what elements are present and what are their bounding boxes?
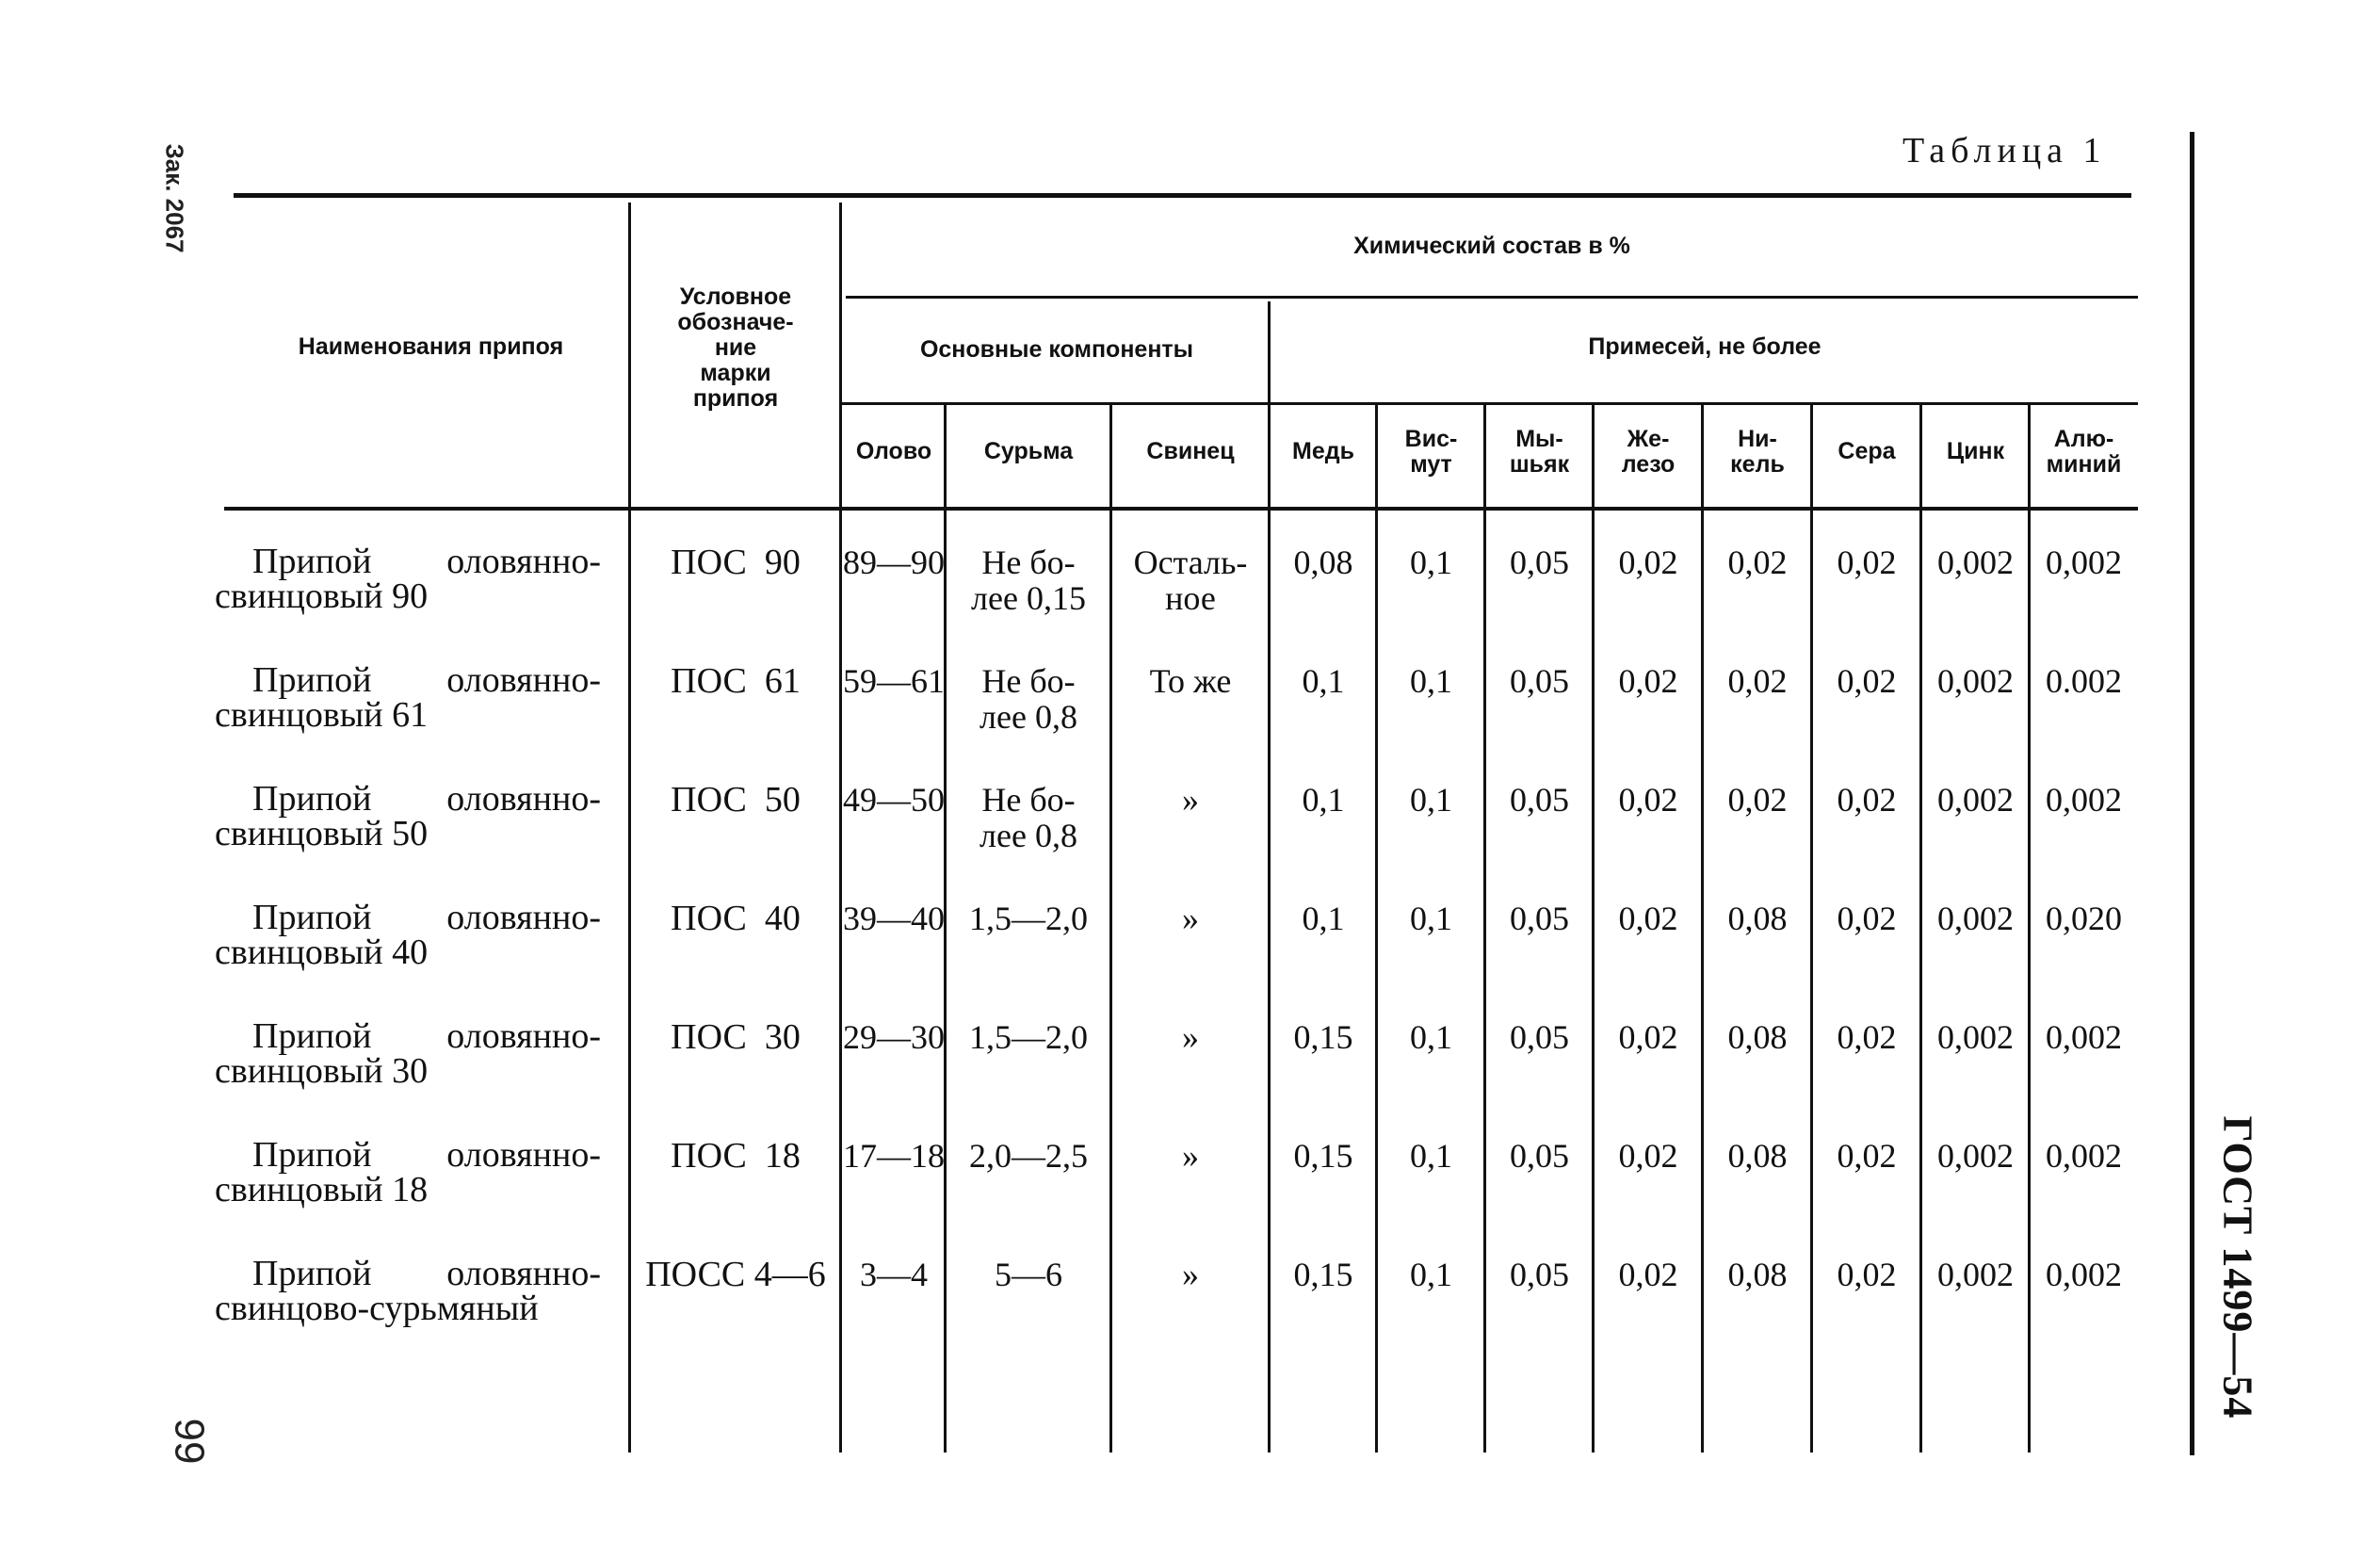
- header-main-components: Основные компоненты: [919, 336, 1194, 363]
- cell-zinc: 0,002: [1937, 900, 2014, 937]
- cell-lead: »: [1182, 1018, 1199, 1056]
- solder-name: [215, 779, 601, 853]
- cell-bismuth: 0,1: [1410, 1256, 1452, 1293]
- solder-name: [215, 1135, 601, 1209]
- solder-name-line: свинцовый 40: [215, 933, 429, 972]
- cell-tin: 29—30: [843, 1018, 945, 1056]
- header-line: Же-: [1627, 426, 1670, 452]
- header-bottom-rule: [224, 507, 2138, 511]
- cell-zinc: 0,002: [1937, 1018, 2014, 1056]
- cell-nickel: 0,08: [1727, 900, 1788, 937]
- solder-name-word: оловянно-: [446, 1135, 601, 1175]
- header-line: Ни-: [1738, 426, 1777, 452]
- cell-aluminum: 0,002: [2046, 781, 2122, 819]
- cell-bismuth: 0,1: [1410, 662, 1452, 700]
- cell-zinc: 0,002: [1937, 1256, 2014, 1293]
- standard-code: ГОСТ 1499—54: [2214, 1115, 2261, 1420]
- cell-copper: 0,1: [1302, 781, 1345, 819]
- order-note: Зак. 2067: [160, 143, 189, 253]
- cell-bismuth: 0,1: [1410, 1018, 1452, 1056]
- cell-copper: 0,08: [1293, 544, 1353, 581]
- cell-aluminum: 0,002: [2046, 1018, 2122, 1056]
- solder-name-line: свинцовый 50: [215, 814, 429, 853]
- cell-sulfur: 0,02: [1837, 544, 1897, 581]
- header-impurities: Примесей, не более: [1588, 333, 1821, 360]
- header-col-lead: Свинец: [1146, 438, 1235, 464]
- solder-name-word: Припой: [252, 660, 372, 700]
- header-designation-line: ние: [714, 334, 757, 361]
- header-designation: [633, 284, 838, 412]
- solder-name-word: Припой: [252, 542, 372, 581]
- solder-name: [215, 660, 601, 735]
- header-line: кель: [1730, 451, 1785, 478]
- header-col-tin: Олово: [855, 438, 932, 464]
- cell-antimony: 5—6: [995, 1256, 1062, 1293]
- solder-name-word: оловянно-: [446, 660, 601, 700]
- cell-tin: 49—50: [843, 781, 945, 819]
- solder-name-word: оловянно-: [446, 1254, 601, 1293]
- cell-sulfur: 0,02: [1837, 1256, 1897, 1293]
- cell-tin: 3—4: [860, 1256, 928, 1293]
- cell-lead: »: [1182, 1256, 1199, 1293]
- cell-aluminum: 0.002: [2046, 662, 2122, 700]
- cell-aluminum: 0,002: [2046, 1256, 2122, 1293]
- header-col-iron: [1594, 427, 1703, 478]
- solder-name-word: Припой: [252, 898, 372, 937]
- cell-antimony: 2,0—2,5: [969, 1137, 1088, 1175]
- cell-tin: 39—40: [843, 900, 945, 937]
- cell-lead: »: [1182, 1137, 1199, 1175]
- solder-name-word: Припой: [252, 1135, 372, 1175]
- solder-name-line: свинцово-сурьмяный: [215, 1289, 539, 1328]
- col-rule: [628, 203, 631, 1453]
- cell-lead: То же: [1149, 662, 1232, 700]
- solder-name: [215, 1016, 601, 1091]
- cell-nickel: 0,08: [1727, 1018, 1788, 1056]
- solder-name-word: Припой: [252, 1016, 372, 1056]
- cell-sulfur: 0,02: [1837, 662, 1897, 700]
- cell-copper: 0,15: [1293, 1256, 1353, 1293]
- page-number: 99: [166, 1418, 213, 1465]
- header-composition: Химический состав в %: [1353, 233, 1630, 259]
- cell-aluminum: 0,020: [2046, 900, 2122, 937]
- solder-name: [215, 544, 601, 614]
- cell-iron: 0,02: [1618, 1256, 1678, 1293]
- cell-bismuth: 0,1: [1410, 900, 1452, 937]
- cell-iron: 0,02: [1618, 662, 1678, 700]
- header-line: Вис-: [1404, 426, 1458, 452]
- header-col-bismuth: [1377, 427, 1485, 478]
- solder-name-line: свинцовый 61: [215, 695, 429, 735]
- header-line: миний: [2046, 451, 2122, 478]
- header-col-aluminum: [2030, 427, 2138, 478]
- cell-antimony: Не бо- лее 0,8: [980, 781, 1077, 854]
- solder-code: ПОС 61: [671, 661, 801, 701]
- solder-name-word: оловянно-: [446, 779, 601, 819]
- cell-arsenic: 0,05: [1510, 1018, 1569, 1056]
- solder-code: ПОС 18: [671, 1136, 801, 1176]
- header-col-copper: Медь: [1292, 438, 1354, 464]
- header-line: Мы-: [1515, 426, 1563, 452]
- cell-aluminum: 0,002: [2046, 1137, 2122, 1175]
- cell-iron: 0,02: [1618, 900, 1678, 937]
- header-line: лезо: [1621, 451, 1676, 478]
- solder-name-word: оловянно-: [446, 542, 601, 581]
- cell-arsenic: 0,05: [1510, 900, 1569, 937]
- cell-iron: 0,02: [1618, 1018, 1678, 1056]
- cell-copper: 0,1: [1302, 900, 1345, 937]
- cell-nickel: 0,02: [1727, 544, 1788, 581]
- cell-lead: »: [1182, 781, 1199, 819]
- top-rule: [234, 193, 2131, 198]
- solder-code: ПОС 50: [671, 780, 801, 820]
- solder-name-word: оловянно-: [446, 898, 601, 937]
- solder-code: ПОСС 4—6: [645, 1255, 826, 1294]
- cell-copper: 0,15: [1293, 1018, 1353, 1056]
- header-col-nickel: [1703, 427, 1812, 478]
- cell-antimony: Не бо- лее 0,8: [980, 662, 1077, 736]
- solder-name-line: свинцовый 18: [215, 1170, 429, 1209]
- cell-iron: 0,02: [1618, 781, 1678, 819]
- cell-arsenic: 0,05: [1510, 662, 1569, 700]
- header-name: Наименования припоя: [298, 333, 564, 360]
- cell-lead: »: [1182, 900, 1199, 937]
- solder-code: ПОС 30: [671, 1017, 801, 1057]
- cell-tin: 17—18: [843, 1137, 945, 1175]
- solder-name-word: Припой: [252, 779, 372, 819]
- header-line: Алю-: [2053, 426, 2114, 452]
- solder-name-word: Припой: [252, 1254, 372, 1293]
- solder-name-line: свинцовый 90: [215, 576, 429, 616]
- cell-bismuth: 0,1: [1410, 1137, 1452, 1175]
- cell-zinc: 0,002: [1937, 1137, 2014, 1175]
- right-frame: [2190, 132, 2194, 1455]
- cell-arsenic: 0,05: [1510, 1256, 1569, 1293]
- cell-copper: 0,1: [1302, 662, 1345, 700]
- header-col-sulfur: Сера: [1838, 438, 1896, 464]
- solder-code: ПОС 40: [671, 899, 801, 938]
- cell-arsenic: 0,05: [1510, 781, 1569, 819]
- cell-sulfur: 0,02: [1837, 900, 1897, 937]
- solder-name-line: свинцовый 30: [215, 1051, 429, 1091]
- solder-name: [215, 1254, 601, 1328]
- cell-tin: 89—90: [843, 544, 945, 581]
- cell-lead: Осталь- ное: [1133, 544, 1248, 617]
- table-caption: Таблица 1: [1902, 131, 2107, 170]
- components-rule: [841, 402, 2138, 405]
- header-designation-line: марки: [700, 360, 771, 386]
- cell-zinc: 0,002: [1937, 544, 2014, 581]
- header-line: шьяк: [1509, 451, 1570, 478]
- cell-nickel: 0,08: [1727, 1256, 1788, 1293]
- solder-name: [215, 898, 601, 972]
- header-col-antimony: Сурьма: [983, 438, 1074, 464]
- cell-tin: 59—61: [843, 662, 945, 700]
- header-designation-line: Условное: [679, 284, 792, 310]
- cell-nickel: 0,02: [1727, 781, 1788, 819]
- cell-arsenic: 0,05: [1510, 544, 1569, 581]
- cell-nickel: 0,08: [1727, 1137, 1788, 1175]
- solder-name-word: оловянно-: [446, 1016, 601, 1056]
- cell-antimony: 1,5—2,0: [969, 1018, 1088, 1056]
- header-designation-line: припоя: [692, 385, 779, 412]
- cell-sulfur: 0,02: [1837, 1137, 1897, 1175]
- cell-sulfur: 0,02: [1837, 1018, 1897, 1056]
- composition-rule: [846, 296, 2138, 299]
- cell-iron: 0,02: [1618, 1137, 1678, 1175]
- header-col-zinc: Цинк: [1946, 438, 2005, 464]
- cell-antimony: Не бо- лее 0,15: [971, 544, 1086, 617]
- header-designation-line: обозначе-: [677, 309, 794, 335]
- cell-bismuth: 0,1: [1410, 544, 1452, 581]
- cell-bismuth: 0,1: [1410, 781, 1452, 819]
- cell-copper: 0,15: [1293, 1137, 1353, 1175]
- header-line: мут: [1410, 451, 1452, 478]
- cell-aluminum: 0,002: [2046, 544, 2122, 581]
- cell-iron: 0,02: [1618, 544, 1678, 581]
- cell-sulfur: 0,02: [1837, 781, 1897, 819]
- solder-code: ПОС 90: [671, 543, 801, 582]
- cell-zinc: 0,002: [1937, 662, 2014, 700]
- cell-zinc: 0,002: [1937, 781, 2014, 819]
- cell-antimony: 1,5—2,0: [969, 900, 1088, 937]
- header-col-arsenic: [1485, 427, 1594, 478]
- cell-arsenic: 0,05: [1510, 1137, 1569, 1175]
- cell-nickel: 0,02: [1727, 662, 1788, 700]
